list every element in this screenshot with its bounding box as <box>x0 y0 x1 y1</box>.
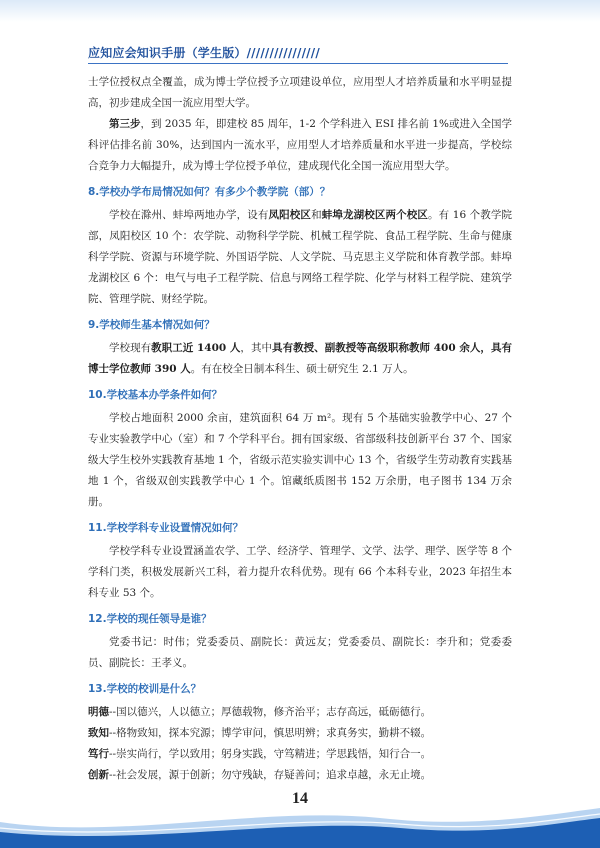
header-rule <box>88 63 508 64</box>
answer-8-bold: 凤阳校区 <box>268 209 312 221</box>
paragraph-step-three <box>88 114 512 177</box>
answer-9-bold: 教职工近 1400 人 <box>151 342 241 354</box>
motto-line <box>88 702 512 723</box>
answer-9-part: 。有在校全日制本科生、硕士研究生 2.1 万人。 <box>190 363 414 375</box>
answer-8-part: 。有 16 个教学院部，凤阳校区 10 个：农学院、动物科学学院、机械工程学院、食品工程学院、生命与健康科学学院、资源与环境学院、外国语学院、人文学院、马克思主义学院和体育教学部。蚌埠龙湖校区 6 个：电气与电子工程学院、信息与网络工程学院、化学与材料工程学院、建筑学院、管理学院、财经学院。 <box>88 209 513 305</box>
question-8-heading: 8.学校办学布局情况如何？有多少个教学院（部）？ <box>88 186 331 198</box>
motto-key: 笃行 <box>88 748 109 760</box>
answer-9 <box>88 338 512 380</box>
motto-text: --社会发展，源于创新；勿守残缺，存疑善问；追求卓越，永无止境。 <box>109 769 432 781</box>
answer-9-part: ，其中 <box>240 342 273 354</box>
top-gradient-band <box>0 0 600 22</box>
answer-12: 党委书记：时伟；党委委员、副院长：黄远友；党委委员、副院长：李升和；党委委员、副院长：王孝义。 <box>88 636 512 669</box>
motto-key: 明德 <box>88 706 109 718</box>
answer-8-bold: 蚌埠龙湖校区两个校区 <box>321 209 429 221</box>
question-13-heading: 13.学校的校训是什么？ <box>88 683 202 695</box>
paragraph-continued: 士学位授权点全覆盖，成为博士学位授予立项建设单位，应用型人才培养质量和水平明显提高，初步建成全国一流应用型大学。 <box>88 76 512 109</box>
question-9-heading: 9.学校师生基本情况如何？ <box>88 319 215 331</box>
motto-line <box>88 723 512 744</box>
answer-11: 学校学科专业设置涵盖农学、工学、经济学、管理学、文学、法学、理学、医学等 8 个学科门类，积极发展新兴工科，着力提升农科优势。现有 66 个本科专业，2023 年招生本科专业 53 个。 <box>88 545 512 599</box>
footer-wave-decoration <box>0 788 600 848</box>
answer-8 <box>88 205 512 310</box>
answer-10: 学校占地面积 2000 余亩，建筑面积 64 万 m²。现有 5 个基础实验教学中心、27 个专业实验教学中心（室）和 7 个学科平台。拥有国家级、省部级科技创新平台 37 个、国家级大学生校外实践教育基地 1 个，省级示范实验实训中心 13 个，省级学生劳动教育实践基地 1 个，省级双创实践教学中心 1 个。馆藏纸质图书 152 万余册，电子图书 134 万余册。 <box>88 412 512 508</box>
answer-8-part: 和 <box>311 209 322 221</box>
step-three-text: ，到 2035 年，即建校 85 周年，1-2 个学科进入 ESI 排名前 1%或进入全国学科评估排名前 30%，达到国内一流水平，应用型人才培养质量和水平进一步提高，学校综合竞争力大幅提升，成为博士学位授予单位，建成现代化全国一流应用型大学。 <box>88 118 512 172</box>
motto-line <box>88 744 512 765</box>
motto-text: --崇实尚行，学以致用；躬身实践，守笃精进；学思践悟，知行合一。 <box>109 748 432 760</box>
question-11-heading: 11.学校学科专业设置情况如何？ <box>88 522 244 534</box>
answer-9-part: 学校现有 <box>109 342 152 354</box>
page-header-title: 应知应会知识手册（学生版）//////////////// <box>88 46 320 60</box>
page-content <box>88 72 512 786</box>
motto-text: --国以德兴，人以德立；厚德载物，修齐治平；志存高远，砥砺德行。 <box>109 706 432 718</box>
motto-key: 致知 <box>88 727 109 739</box>
question-12-heading: 12.学校的现任领导是谁？ <box>88 613 212 625</box>
motto-text: --格物致知，探本究源；博学审问，慎思明辨；求真务实，勤耕不辍。 <box>109 727 432 739</box>
step-three-label: 第三步 <box>109 118 141 130</box>
motto-key: 创新 <box>88 769 109 781</box>
answer-8-part: 学校在滁州、蚌埠两地办学，设有 <box>109 209 269 221</box>
page-number: 14 <box>292 790 308 807</box>
answer-9-bold: 具有教授、副教授等高级职称教师 400 余人，具有博士学位教师 390 人 <box>88 342 512 375</box>
question-10-heading: 10.学校基本办学条件如何？ <box>88 389 223 401</box>
motto-line <box>88 765 512 786</box>
